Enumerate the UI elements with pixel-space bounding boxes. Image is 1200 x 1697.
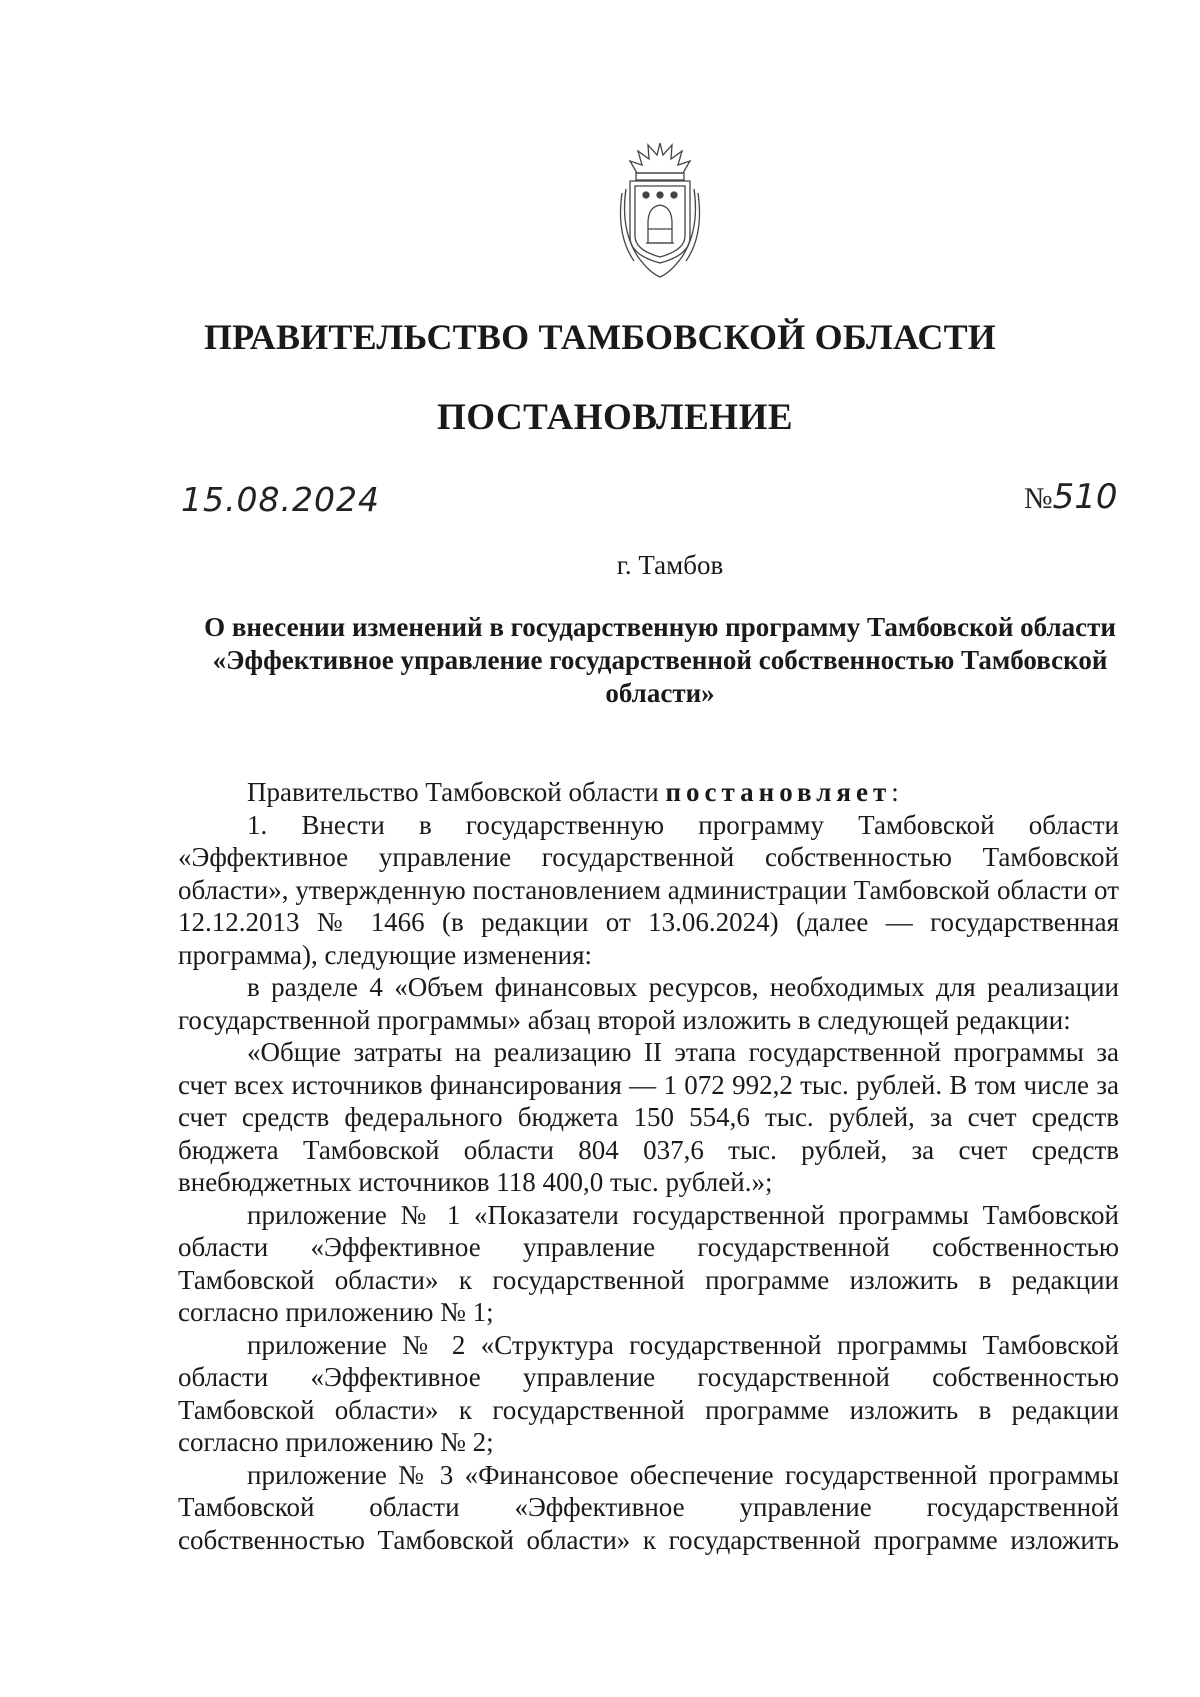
- document-subject: [180, 611, 1140, 710]
- intro-verb: постановляет: [665, 777, 892, 807]
- paragraph-3: «Общие затраты на реализацию II этапа государственной программы за счет всех источников финансирования — 1 072 992,2 тыс. рублей. В том числе за счет средств федерального бюджета 150 554,6 тыс. рублей, за счет средств бюджета Тамбовской области 804 037,6 тыс. рублей, за счет средств внебюджетных источников 118 400,0 тыс. рублей.»;: [178, 1037, 1119, 1197]
- subject-line-3: области»: [605, 678, 715, 708]
- document-date: 15.08.2024: [181, 480, 380, 519]
- intro-end: :: [891, 777, 899, 807]
- paragraph-2: в разделе 4 «Объем финансовых ресурсов, необходимых для реализации государственной программы» абзац второй изложить в следующей редакции:: [178, 972, 1119, 1035]
- paragraph-6: приложение № 3 «Финансовое обеспечение государственной программы Тамбовской области «Эффективное управление государственной собственностью Тамбовской области» к государственной программе изложить: [178, 1459, 1119, 1555]
- document-type: ПОСТАНОВЛЕНИЕ: [436, 397, 794, 438]
- intro-text: Правительство Тамбовской области: [247, 777, 666, 807]
- paragraph-4: приложение № 1 «Показатели государственной программы Тамбовской области «Эффективное управление государственной собственностью Тамбовской области» к государственной программе изложить в редакции согласно приложению № 1;: [178, 1199, 1119, 1327]
- document-number: [1024, 477, 1118, 517]
- tambov-coat-of-arms-icon: [616, 139, 704, 281]
- city: г. Тамбов: [616, 550, 724, 580]
- document-body: [178, 776, 1119, 1556]
- paragraph-5: приложение № 2 «Структура государственной программы Тамбовской области «Эффективное управление государственной собственностью Тамбовской области» к государственной программе изложить в редакции согласно приложению № 2;: [178, 1329, 1119, 1457]
- paragraph-1: 1. Внести в государственную программу Тамбовской области «Эффективное управление государственной собственностью Тамбовской области», утвержденную постановлением администрации Тамбовской области от 12.12.2013 № 1466 (в редакции от 13.06.2024) (далее — государственная программа), следующие изменения:: [178, 809, 1119, 970]
- number-prefix: №: [1024, 482, 1053, 515]
- number-value: 510: [1052, 477, 1118, 517]
- subject-line-1: О внесении изменений в государственную программу Тамбовской области: [204, 612, 1116, 642]
- subject-line-2: «Эффективное управление государственной собственностью Тамбовской: [212, 645, 1108, 675]
- body-intro: [178, 776, 1119, 809]
- government-title: ПРАВИТЕЛЬСТВО ТАМБОВСКОЙ ОБЛАСТИ: [203, 317, 997, 357]
